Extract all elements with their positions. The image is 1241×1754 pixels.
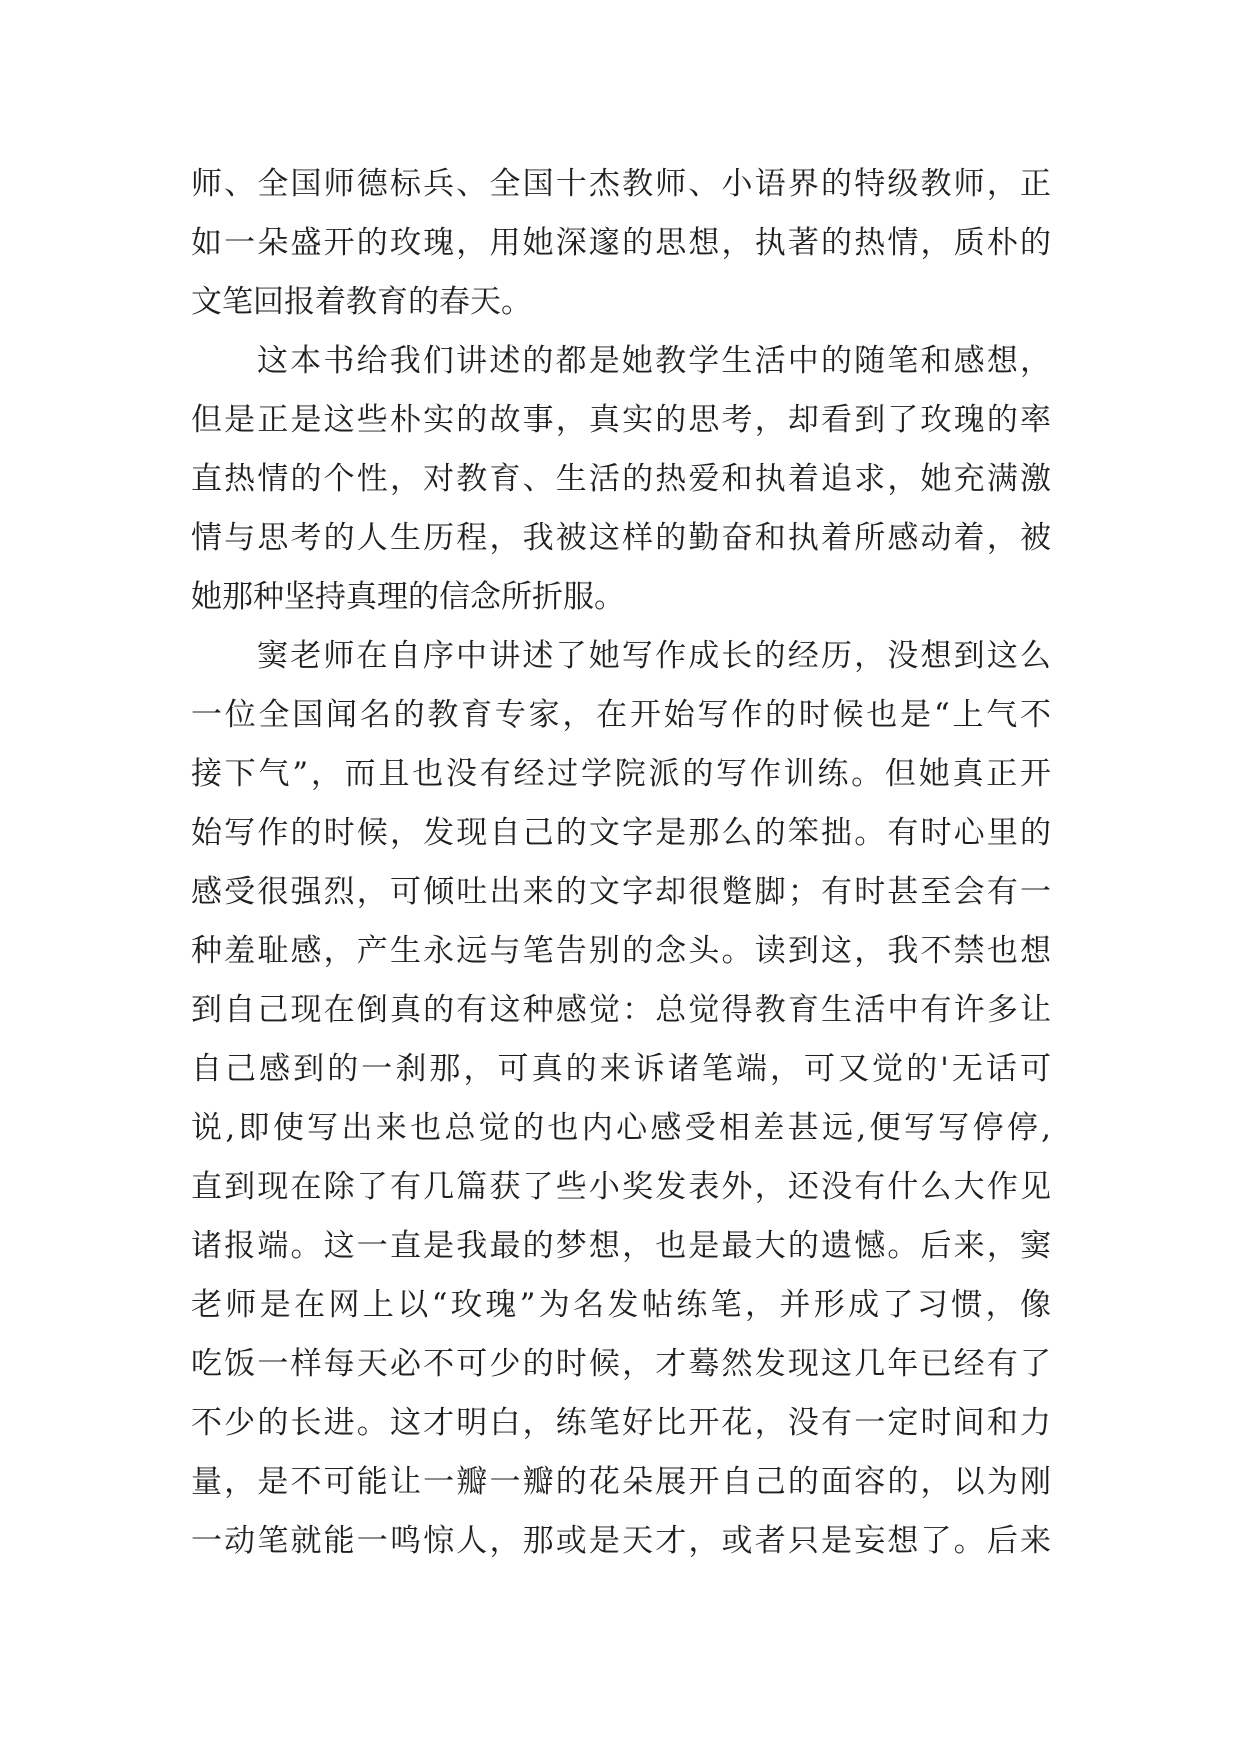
text-line: 量，是不可能让一瓣一瓣的花朵展开自己的面容的，以为刚 [191, 1464, 1051, 1500]
text-line: 到自己现在倒真的有这种感觉：总觉得教育生活中有许多让 [191, 992, 1051, 1028]
text-line: 不少的长进。这才明白，练笔好比开花，没有一定时间和力 [191, 1405, 1051, 1441]
text-line: 这本书给我们讲述的都是她教学生活中的随笔和感想， [257, 343, 1051, 379]
text-line: 始写作的时候，发现自己的文字是那么的笨拙。有时心里的 [191, 815, 1051, 851]
text-line: 诸报端。这一直是我最的梦想，也是最大的遗憾。后来，窦 [191, 1228, 1051, 1264]
text-line: 直热情的个性，对教育、生活的热爱和执着追求，她充满激 [191, 461, 1051, 497]
text-line: 老师是在网上以“玫瑰”为名发帖练笔，并形成了习惯，像 [191, 1287, 1051, 1323]
text-line: 窦老师在自序中讲述了她写作成长的经历，没想到这么 [257, 638, 1051, 674]
text-line: 师、全国师德标兵、全国十杰教师、小语界的特级教师，正 [191, 166, 1051, 202]
text-line: 如一朵盛开的玫瑰，用她深邃的思想，执著的热情，质朴的 [191, 225, 1051, 261]
text-line: 她那种坚持真理的信念所折服。 [191, 579, 625, 615]
text-line: 自己感到的一刹那，可真的来诉诸笔端，可又觉的'无话可 [191, 1051, 1051, 1087]
text-line: 但是正是这些朴实的故事，真实的思考，却看到了玫瑰的率 [191, 402, 1051, 438]
text-line: 感受很强烈，可倾吐出来的文字却很蹩脚；有时甚至会有一 [191, 874, 1051, 910]
body-text [191, 155, 1051, 1571]
text-line: 说,即使写出来也总觉的也内心感受相差甚远,便写写停停, [191, 1110, 1051, 1146]
text-line: 文笔回报着教育的春天。 [191, 284, 532, 320]
text-line: 种羞耻感，产生永远与笔告别的念头。读到这，我不禁也想 [191, 933, 1051, 969]
text-line: 吃饭一样每天必不可少的时候，才蓦然发现这几年已经有了 [191, 1346, 1051, 1382]
text-line: 一动笔就能一鸣惊人，那或是天才，或者只是妄想了。后来 [191, 1523, 1051, 1559]
text-line: 一位全国闻名的教育专家，在开始写作的时候也是“上气不 [191, 697, 1051, 733]
text-line: 接下气”，而且也没有经过学院派的写作训练。但她真正开 [191, 756, 1051, 792]
text-line: 情与思考的人生历程，我被这样的勤奋和执着所感动着，被 [191, 520, 1051, 556]
text-line: 直到现在除了有几篇获了些小奖发表外，还没有什么大作见 [191, 1169, 1051, 1205]
